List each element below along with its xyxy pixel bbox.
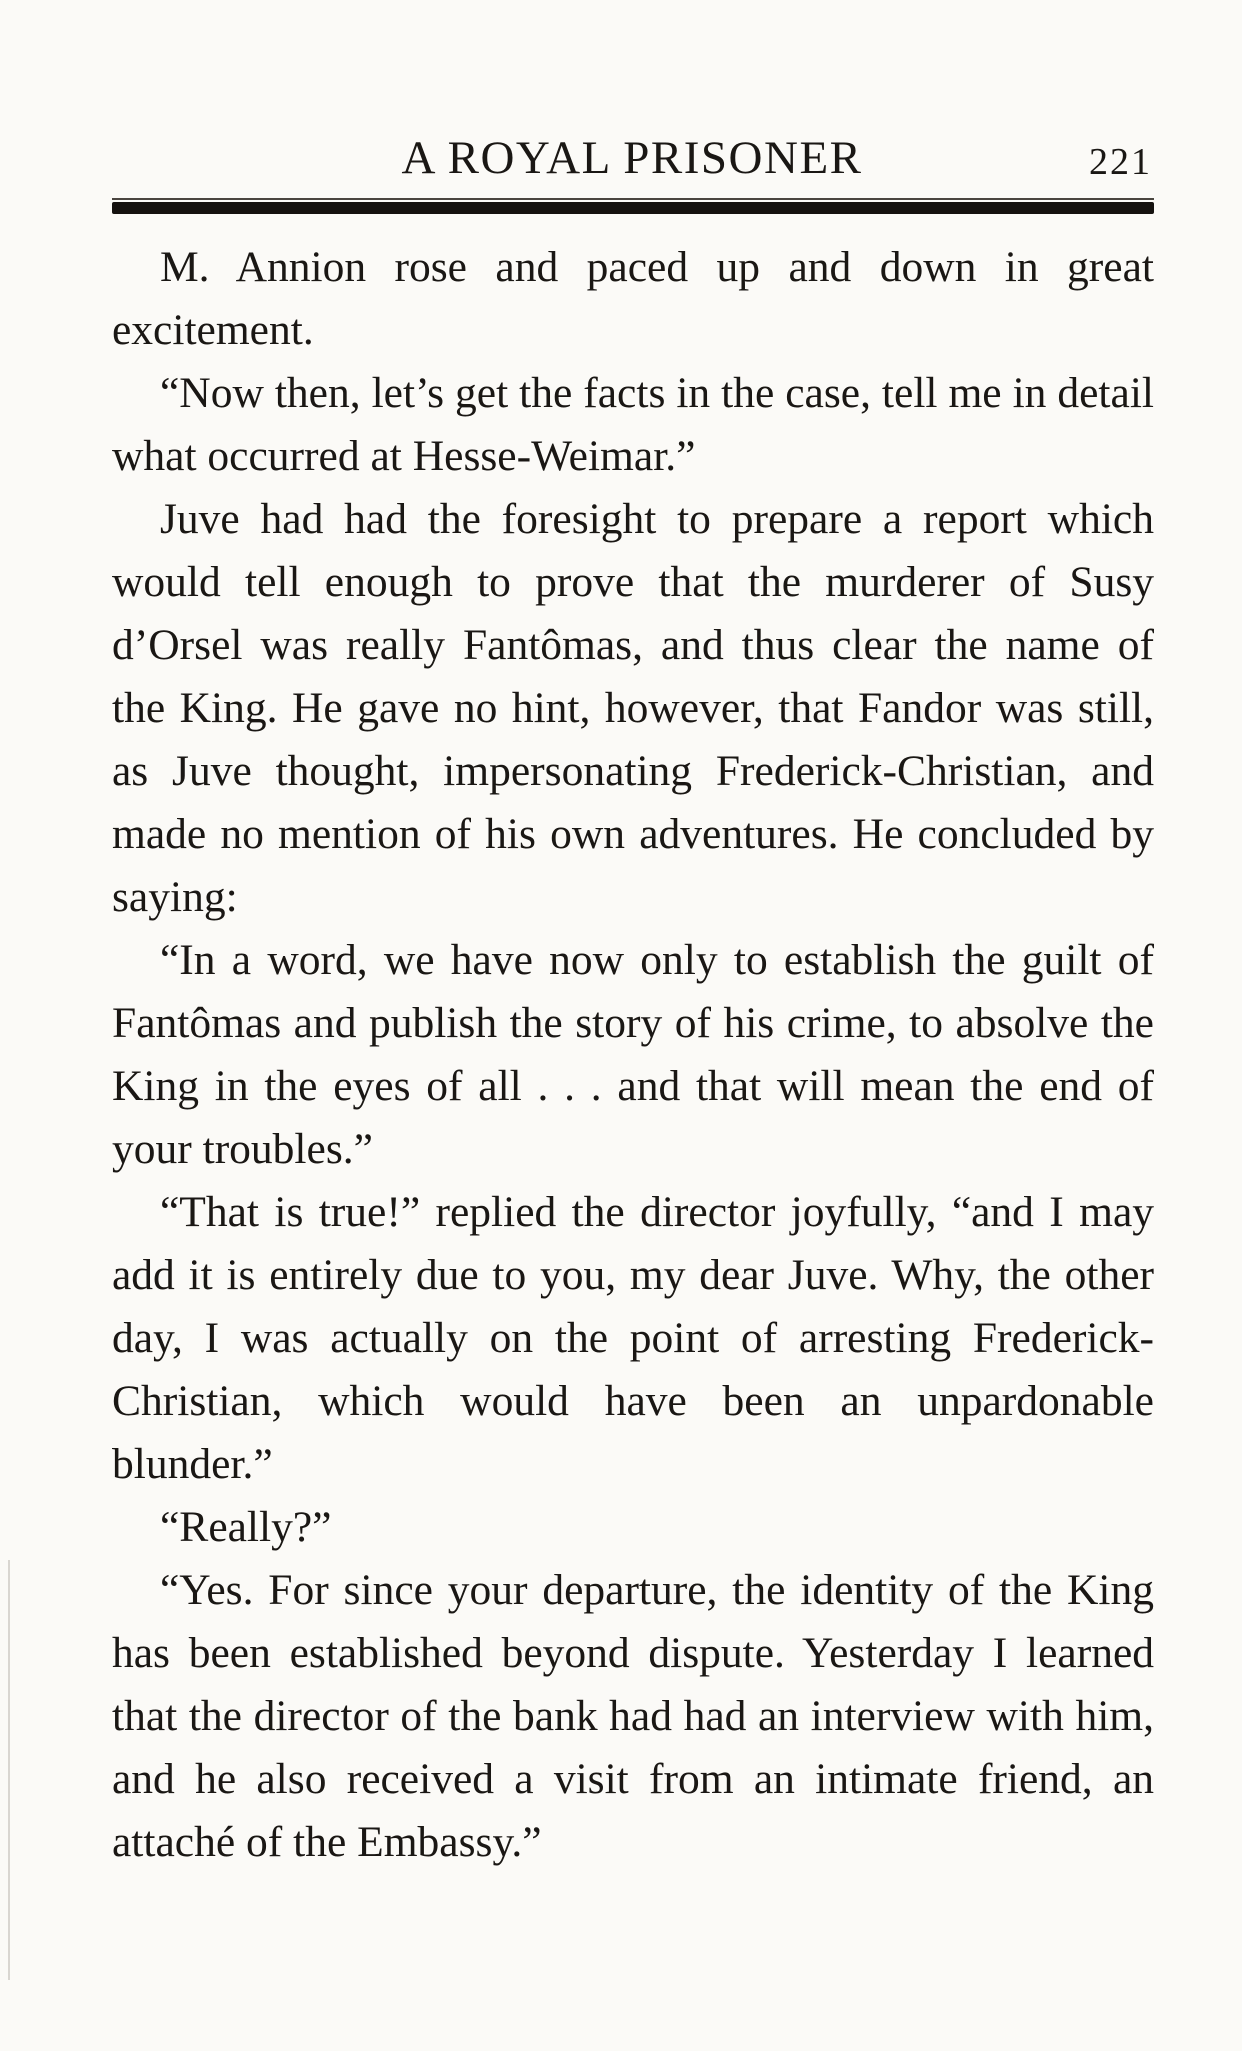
paragraph-2: “Now then, let’s get the facts in the case, tell me in detail what occurred at Hesse-Weimar.” (112, 369, 1154, 480)
paragraph-7: “Yes. For since your departure, the identity of the King has been established beyond dispute. Yesterday I learned that the director of the bank had had an interview with him, and he also received a visit from an intimate friend, an attaché of the Embassy.” (112, 1566, 1154, 1866)
running-head (112, 128, 1152, 188)
header-rule-thin (112, 198, 1154, 200)
body-text (112, 236, 1154, 1874)
paragraph-1: M. Annion rose and paced up and down in great excitement. (112, 243, 1154, 354)
running-title: A ROYAL PRISONER (401, 132, 863, 184)
header-rule (112, 202, 1154, 214)
paragraph-4: “In a word, we have now only to establish the guilt of Fantômas and publish the story of his crime, to absolve the King in the eyes of all . . . and that will mean the end of your troubles.” (112, 936, 1154, 1173)
paragraph-5: “That is true!” replied the director joyfully, “and I may add it is entirely due to you, my dear Juve. Why, the other day, I was actually on the point of arresting Frederick-Christian, which would have been an unpardonable blunder.” (112, 1188, 1154, 1488)
scan-margin-mark (8, 1560, 10, 1980)
page-number: 221 (1089, 141, 1152, 183)
paragraph-6: “Really?” (160, 1503, 332, 1551)
paragraph-3: Juve had had the foresight to prepare a report which would tell enough to prove that the murderer of Susy d’Orsel was really Fantômas, and thus clear the name of the King. He gave no hint, however, that Fandor was still, as Juve thought, impersonating Frederick-Christian, and made no mention of his own adventures. He concluded by saying: (112, 495, 1154, 921)
